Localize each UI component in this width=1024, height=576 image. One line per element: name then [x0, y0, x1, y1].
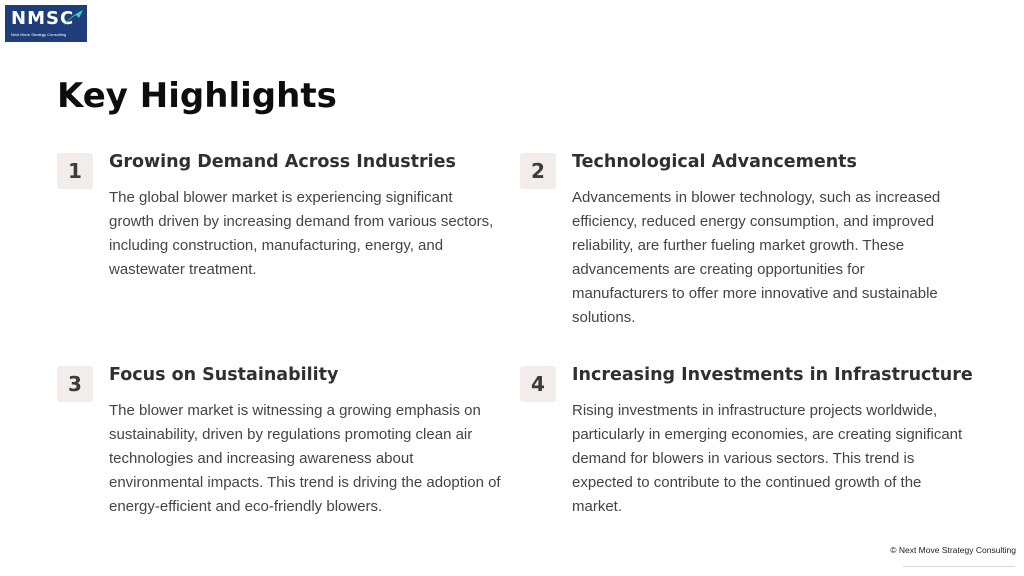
highlight-description: Rising investments in infrastructure projects worldwide, particularly in emerging economies, are creating significant demand for blowers in various sectors. This trend is expected to contribute to the continued growth of the market. — [572, 402, 963, 515]
highlight-title: Technological Advancements — [572, 152, 857, 172]
highlight-description: Advancements in blower technology, such as increased efficiency, reduced energy consumption, and improved reliability, are further fueling market growth. These advancements are creating opportunities for manufacturers to offer more innovative and sustainable solutions. — [572, 189, 941, 326]
logo-tagline: Next Move Strategy Consulting — [11, 32, 67, 37]
highlight-number-badge: 4 — [520, 366, 556, 402]
footer-copyright: © Next Move Strategy Consulting — [890, 545, 1016, 555]
company-logo — [5, 5, 87, 42]
highlight-description: The global blower market is experiencing significant growth driven by increasing demand from various sectors, including construction, manufacturing, energy, and wastewater treatment. — [109, 189, 494, 278]
footer-divider — [903, 566, 1015, 567]
highlight-number-badge: 1 — [57, 153, 93, 189]
logo-arrow-icon — [61, 8, 85, 30]
highlight-number-badge: 3 — [57, 366, 93, 402]
page-title: Key Highlights — [57, 76, 337, 116]
highlight-title: Increasing Investments in Infrastructure — [572, 365, 973, 385]
highlight-title: Focus on Sustainability — [109, 365, 339, 385]
highlight-description: The blower market is witnessing a growing emphasis on sustainability, driven by regulations promoting clean air technologies and increasing awareness about environmental impacts. This trend is driving the adoption of energy-efficient and eco-friendly blowers. — [109, 402, 501, 515]
highlight-number-badge: 2 — [520, 153, 556, 189]
highlight-title: Growing Demand Across Industries — [109, 152, 456, 172]
logo-wordmark: NMSC — [11, 8, 75, 29]
